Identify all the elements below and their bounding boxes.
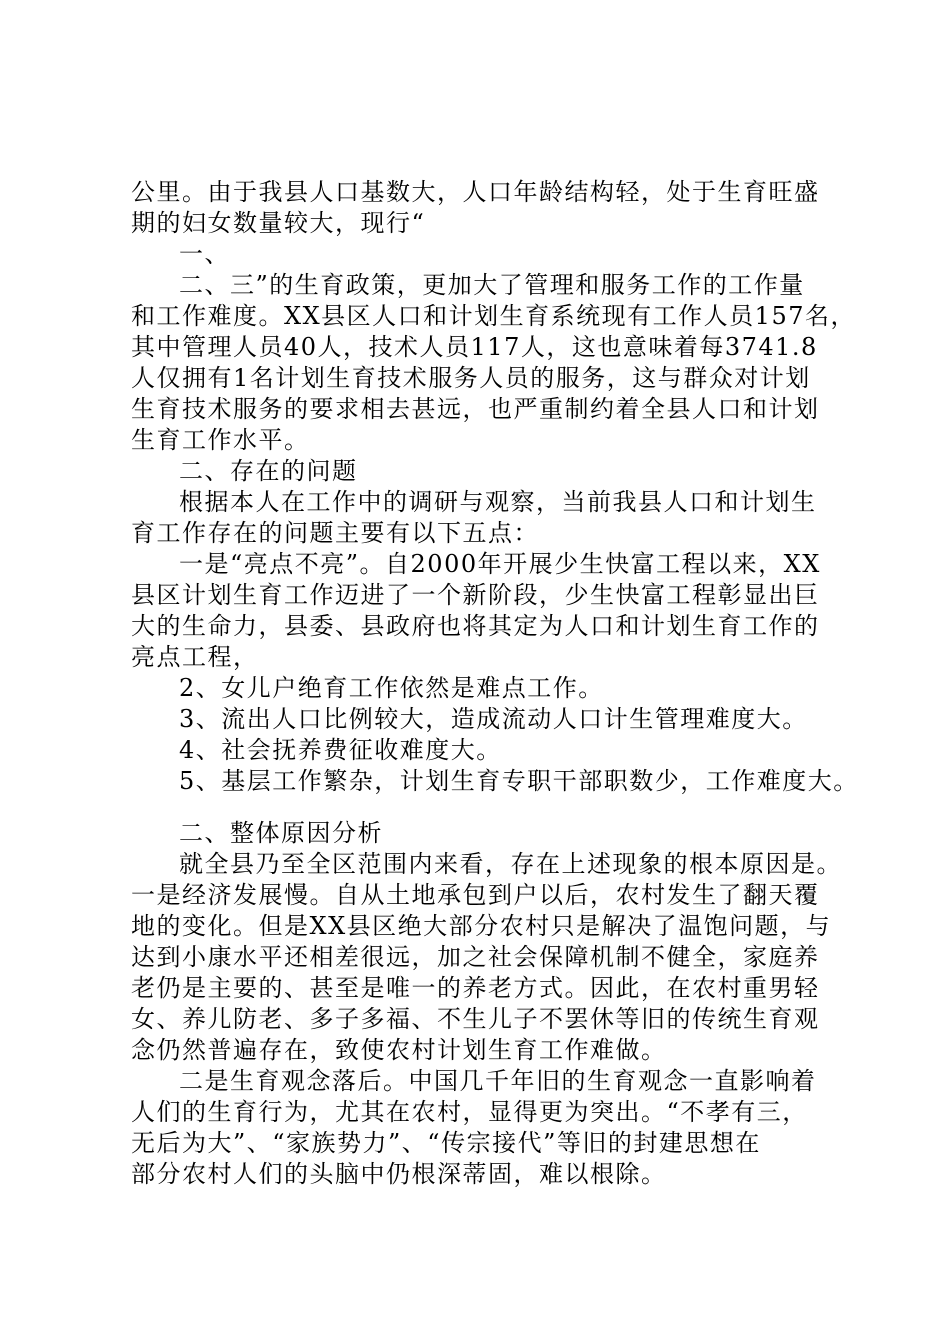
text-line: 一是“亮点不亮”。自2000年开展少生快富工程以来，XX [179, 550, 821, 578]
text-line: 人仅拥有1名计划生育技术服务人员的服务，这与群众对计划 [131, 364, 811, 392]
text-line: 生育工作水平。 [131, 426, 310, 454]
list-item: 3、流出人口比例较大，造成流动人口计生管理难度大。 [179, 705, 808, 733]
list-item: 2、女儿户绝育工作依然是难点工作。 [179, 674, 604, 702]
list-item: 4、社会抚养费征收难度大。 [179, 736, 502, 764]
text-line: 一是经济发展慢。自从土地承包到户以后，农村发生了翻天覆 [131, 881, 820, 909]
text-line: 达到小康水平还相差很远，加之社会保障机制不健全，家庭养 [131, 943, 820, 971]
text-line: 二是生育观念落后。中国几千年旧的生育观念一直影响着 [179, 1067, 817, 1095]
text-line: 大的生命力，县委、县政府也将其定为人口和计划生育工作的 [131, 612, 820, 640]
text-line: 和工作难度。XX县区人口和计划生育系统现有工作人员157名， [131, 302, 856, 330]
text-line: 公里。由于我县人口基数大，人口年龄结构轻，处于生育旺盛 [131, 178, 820, 206]
section-heading: 二、存在的问题 [179, 457, 358, 485]
text-line: 老仍是主要的、甚至是唯一的养老方式。因此，在农村重男轻 [131, 974, 820, 1002]
text-line: 二、三”的生育政策，更加大了管理和服务工作的工作量 [179, 271, 805, 299]
text-line: 期的妇女数量较大，现行“ [131, 209, 426, 237]
text-line: 女、养儿防老、多子多福、不生儿子不罢休等旧的传统生育观 [131, 1005, 820, 1033]
section-heading: 二、整体原因分析 [179, 819, 383, 847]
text-line: 就全县乃至全区范围内来看，存在上述现象的根本原因是。 [179, 850, 842, 878]
text-line: 人们的生育行为，尤其在农村，显得更为突出。“不孝有三， [131, 1098, 808, 1126]
text-line: 生育技术服务的要求相去甚远，也严重制约着全县人口和计划 [131, 395, 820, 423]
text-line: 其中管理人员40人，技术人员117人，这也意味着每3741.8 [131, 333, 818, 361]
text-line: 根据本人在工作中的调研与观察，当前我县人口和计划生 [179, 488, 817, 516]
text-line: 无后为大”、“家族势力”、“传宗接代”等旧的封建思想在 [131, 1129, 761, 1157]
text-line: 亮点工程， [131, 643, 259, 671]
text-line: 地的变化。但是XX县区绝大部分农村只是解决了温饱问题，与 [131, 912, 832, 940]
text-line: 念仍然普遍存在，致使农村计划生育工作难做。 [131, 1036, 667, 1064]
list-item: 5、基层工作繁杂，计划生育专职干部职数少，工作难度大。 [179, 767, 859, 795]
text-line: 育工作存在的问题主要有以下五点： [131, 519, 539, 547]
text-line: 县区计划生育工作迈进了一个新阶段，少生快富工程彰显出巨 [131, 581, 820, 609]
text-line: 部分农村人们的头脑中仍根深蒂固，难以根除。 [131, 1160, 667, 1188]
text-line: 一、 [179, 240, 230, 268]
